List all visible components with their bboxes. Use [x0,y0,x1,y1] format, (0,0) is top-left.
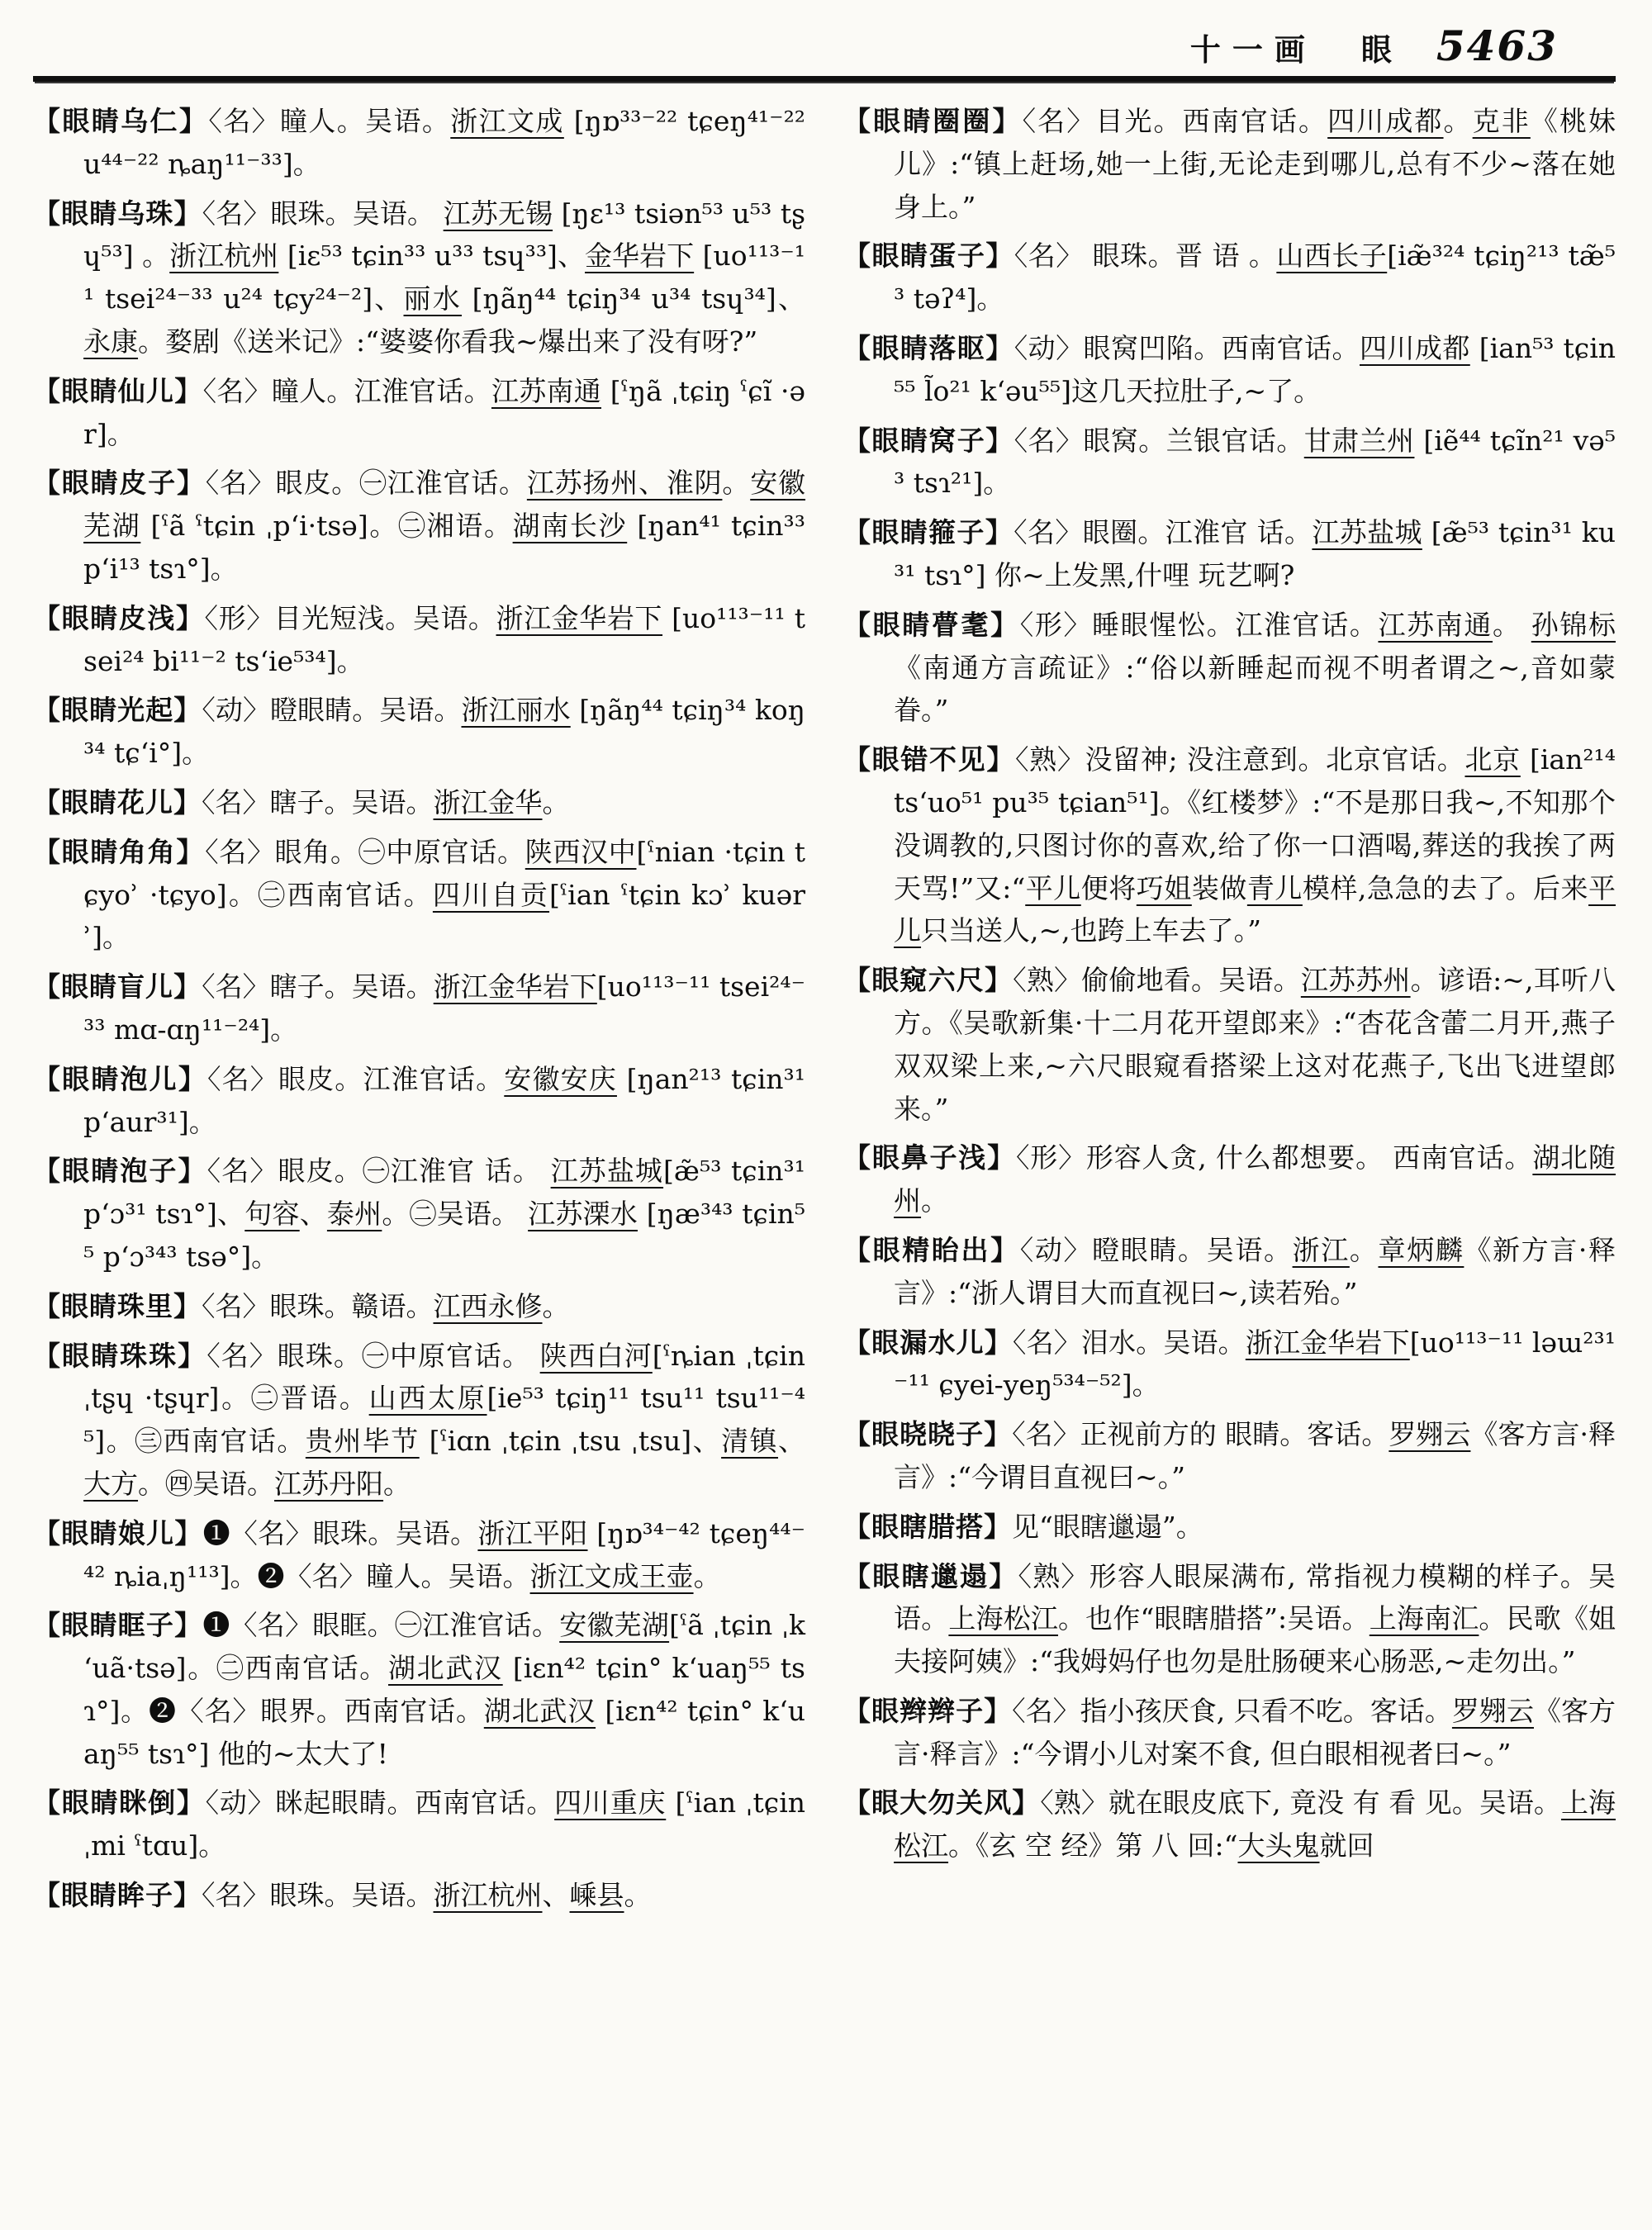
entry [843,327,1616,413]
entry-text: [ˤian ˤtɕin kɔʾ kuərʾ]。 [83,878,805,954]
proper-noun: 四川成都 [1327,105,1444,137]
entry-text: 〈名〉正视前方的 眼睛。客话。 [1012,1418,1389,1451]
proper-noun: 浙江文成王壶 [529,1559,694,1592]
entry-text: 〈名〉目光。西南官话。 [1022,105,1328,137]
entry [33,1512,805,1598]
entry-text: [ˤã ˌtɕin ˌkʻuã·tsə]。㊁西南官话。 [83,1609,806,1685]
entry-headword: 【眼瞎邋遢】 [843,1559,1018,1592]
entry-text: [iæ̃³²⁴ tɕiŋ²¹³ tæ̃⁵³ təʔ⁴]。 [894,240,1616,316]
entry [33,192,805,363]
proper-noun: 贵州毕节 [305,1425,420,1458]
proper-noun: 江苏无锡 [443,197,553,230]
entry-headword: 【眼睛眶子】 [33,1609,203,1642]
entry-text: [ŋɛ¹³ tsiən⁵³ u⁵³ tʂɥ⁵³] 。 [83,197,806,273]
entry [33,462,805,590]
proper-noun: 江苏丹阳 [274,1467,384,1500]
entry-text: [ian²¹⁴ tsʻuo⁵¹ pu³⁵ tɕian⁵¹]。《红楼梦》:“不是那日我~,不知那个没调教的,只图讨你的喜欢,给了你一口酒喝,葬送的我挨了两天骂!”又:“ [894,743,1616,904]
entry-text: [iɛ⁵³ tɕin³³ u³³ tsɥ³³]、 [278,240,585,273]
entry [33,831,805,959]
entry-text: 〈名〉眼皮。㊀江淮官 话。 [206,1155,551,1188]
proper-noun: 青儿 [1246,871,1303,904]
entry-headword: 【眼鼻子浅】 [843,1141,1016,1174]
entry-headword: 【眼睛泡子】 [33,1155,207,1188]
entry-text: 〈动〉眯起眼睛。西南官话。 [205,1786,555,1820]
proper-noun: 浙江金华岩下 [433,970,597,1004]
entry-headword: 【眼睛角角】 [33,835,206,868]
proper-noun: 上海松江 [948,1602,1059,1635]
entry-text: [iẽ⁴⁴ tɕĩn²¹ və⁵³ tsɿ²¹]。 [894,424,1616,500]
entry-text: 〈名〉眼皮。㊀江淮官话。 [205,467,527,500]
header-rule [33,76,1616,82]
proper-noun: 浙江杭州 [433,1879,543,1912]
entry-text: 〈形〉目光短浅。吴语。 [204,601,496,634]
entry-text: 〈名〉 眼珠。晋 语 。 [1014,240,1277,273]
entry [33,1782,805,1867]
entry-text: 〈名〉眼珠。赣语。 [202,1289,434,1322]
entry-text: 〈名〉瞳人。江淮官话。 [202,374,491,407]
proper-noun: 陕西白河 [539,1339,653,1372]
entry-headword: 【眼睛圈圈】 [843,105,1023,137]
page-header [33,21,1616,71]
proper-noun: 浙江杭州 [169,240,279,273]
left-column [33,100,805,1924]
entry-text: 〈名〉眼皮。江淮官话。 [206,1062,505,1095]
entry-text: 《客方言·释言》:“今谓目直视曰~。” [894,1418,1616,1493]
proper-noun: 丽水 [403,282,462,316]
entry-text: [uo¹¹³⁻¹¹ tsei²⁴ bi¹¹⁻² tsʻie⁵³⁴]。 [83,601,806,677]
entry-text: 。 [542,1289,570,1322]
entry-text: 〈名〉眼珠。吴语。 [202,1879,434,1912]
entry-text: 〈名〉瞎子。吴语。 [202,785,434,818]
entry-text: 、 [778,1425,806,1458]
entry-text: [ˤnian ·tɕin tɕyoʾ ·tɕyo]。㊁西南官话。 [83,835,806,911]
entry [843,1136,1616,1222]
proper-noun: 江苏盐城 [1312,516,1422,549]
entry-headword: 【眼睛皮浅】 [33,601,205,634]
entry-text: 模样,急急的去了。后来 [1302,871,1589,904]
proper-noun: 湖南长沙 [512,510,628,543]
entry [843,1229,1616,1315]
entry-text: [ŋan²¹³ tɕin³¹ pʻaur³¹]。 [83,1062,806,1138]
entry-text: [iɛn⁴² tɕin° kʻuaŋ⁵⁵ tsɿ°] 他的~太大了! [83,1694,806,1770]
entry-text: [uo¹¹³⁻¹¹ ləɯ²³¹⁻¹¹ ɕyei-yeŋ⁵³⁴⁻⁵²]。 [894,1326,1616,1402]
entry-headword: 【眼睛珠珠】 [33,1339,207,1372]
entry-text: 。 [1349,1233,1379,1266]
entry-text: 、 [299,1198,327,1231]
entry [33,781,805,824]
entry-text: [ˤian ˌtɕin ˌmi ˤtɑu]。 [83,1786,806,1862]
entry-text: 〈名〉指小孩厌食, 只看不吃。客话。 [1012,1694,1452,1727]
entry-text: ❶〈名〉眼眶。㊀江淮官话。 [202,1609,560,1642]
entry [33,1335,805,1506]
proper-noun: 金华岩下 [585,240,695,273]
entry-headword: 【眼大勿关风】 [843,1786,1041,1820]
proper-noun: 平儿 [1025,871,1081,904]
entry-headword: 【眼睛光起】 [33,694,202,727]
entry-text: 〈名〉瞎子。吴语。 [202,970,434,1004]
proper-noun: 大方 [83,1467,139,1500]
entry-text: 〈动〉瞪眼睛。吴语。 [202,694,462,727]
entry-text: 〈熟〉没留神; 没注意到。北京官话。 [1015,743,1465,776]
entry-text: 、 [542,1879,570,1912]
entry-text: 装做 [1191,871,1247,904]
proper-noun: 江苏扬州、淮阴 [526,467,723,500]
entry [843,959,1616,1130]
proper-noun: 浙江丽水 [461,694,571,727]
entry-text: 就回 [1319,1829,1374,1862]
entry-text: [ˤŋã ˌtɕiŋ ˤɕĩ ·ər]。 [83,374,806,450]
entry-text: 便将 [1080,871,1137,904]
entry-text: ❶〈名〉眼珠。吴语。 [202,1516,478,1549]
entry-text: 〈名〉眼珠。㊀中原官话。 [206,1339,540,1372]
entry-headword: 【眼睛窝子】 [843,424,1014,457]
proper-noun: 浙江金华岩下 [496,601,663,634]
proper-noun: 四川成都 [1359,331,1470,364]
proper-noun: 四川自贡 [432,878,550,911]
entry-headword: 【眼睛仙儿】 [33,374,203,407]
entry-text: [ian⁵³ tɕin⁵⁵ l̃o²¹ kʻəu⁵⁵]这几天拉肚子,~了。 [894,331,1616,407]
entry-text: 。也作“眼瞎腊搭”:吴语。 [1058,1602,1370,1635]
entry-text: [uo¹¹³⁻¹¹ tsei²⁴⁻³³ u²⁴ tɕy²⁴⁻²]、 [83,240,805,316]
entry [33,689,805,775]
stroke-section-label: 十一画 [1189,31,1317,68]
entry [843,511,1616,597]
entry-headword: 【眼睛眯倒】 [33,1786,206,1820]
entry [33,597,805,683]
entry-text: [ŋãŋ⁴⁴ tɕiŋ³⁴ koŋ³⁴ tɕʻi°]。 [83,694,806,770]
entry [33,100,805,186]
entry-headword: 【眼睛花儿】 [33,785,202,818]
proper-noun: 句容 [244,1198,300,1231]
entry-text: 《南通方言疏证》:“俗以新睡起而视不明者谓之~,音如蒙眷。” [894,651,1616,727]
entry [843,604,1616,732]
entry-text: 〈名〉眼圈。江淮官 话。 [1014,516,1313,549]
entry [33,1874,805,1917]
proper-noun: 清镇 [721,1425,779,1458]
right-column [843,100,1616,1924]
proper-noun: 甘肃兰州 [1303,424,1415,457]
proper-noun: 江苏南通 [1378,608,1493,641]
entry-text: 。民歌《姐夫接阿姨》:“我姆妈仔也勿是肚肠硬来心肠恶,~走勿出。” [894,1602,1616,1678]
proper-noun: 湖北武汉 [387,1652,503,1685]
text-columns [33,100,1616,1924]
proper-noun: 孙锦标 [1531,608,1616,641]
entry-headword: 【眼睛蛋子】 [843,240,1014,273]
entry [843,1413,1616,1499]
proper-noun: 上海南汇 [1369,1602,1479,1635]
entry-headword: 【眼晓晓子】 [843,1418,1013,1451]
entry-text: 。㊁吴语。 [382,1198,529,1231]
proper-noun: 泰州 [326,1198,382,1231]
entry-headword: 【眼睛乌仁】 [33,105,209,137]
entry-headword: 【眼漏水儿】 [843,1326,1013,1359]
entry-text: [uo¹¹³⁻¹¹ tsei²⁴⁻³³ mɑ-ɑŋ¹¹⁻²⁴]。 [83,970,805,1046]
proper-noun: 江苏盐城 [550,1155,664,1188]
entry-text: 〈名〉眼窝。兰银官话。 [1014,424,1304,457]
entry-headword: 【眼睛乌珠】 [33,197,202,230]
entry [33,1604,805,1775]
entry-headword: 【眼辫辫子】 [843,1694,1013,1727]
entry-text: 。谚语:~,耳听八方。《吴歌新集·十二月花开望郎来》:“杏花含蕾二月开,燕子双双梁上来,~六尺眼窥看搭梁上这对花燕子,飞出飞进望郎来。” [894,964,1616,1125]
entry [843,1782,1616,1867]
entry-headword: 【眼睛泡儿】 [33,1062,207,1095]
proper-noun: 大头鬼 [1237,1829,1320,1862]
proper-noun: 山西长子 [1276,240,1388,273]
entry [843,1555,1616,1683]
entry-text: 〈熟〉形容人眼屎满布, 常指视力模糊的样子。吴语。 [894,1559,1616,1635]
head-character: 眼 [1360,31,1392,68]
entry-text: 见“眼瞎邋遢”。 [1012,1510,1203,1543]
entry-headword: 【眼精眙出】 [843,1233,1020,1266]
entry-text: [ˤã ˤtɕin ˌpʻi·tsə]。㊁湘语。 [140,510,513,543]
entry-text: [ŋɒ³³⁻²² tɕeŋ⁴¹⁻²² u⁴⁴⁻²² ȵaŋ¹¹⁻³³]。 [83,105,806,180]
entry [33,370,805,456]
proper-noun: 江西永修 [433,1289,543,1322]
proper-noun: 浙江文成 [450,105,564,137]
entry [33,1058,805,1144]
entry-text: 〈熟〉偷偷地看。吴语。 [1013,964,1301,997]
entry-text: [æ̃⁵³ tɕin³¹ ku³¹ tsɿ°] 你~上发黑,什哩 玩艺啊? [894,516,1616,591]
entry-text: 〈动〉眼窝凹陷。西南官话。 [1014,331,1360,364]
entry [33,1285,805,1328]
entry-text: [ˤiɑn ˌtɕin ˌtsu ˌtsu]、 [419,1425,722,1458]
entry-text: 《桃妹儿》:“镇上赶场,她一上街,无论走到哪儿,总有不少~落在她身上。” [894,105,1616,223]
entry-text: 。 [542,785,570,818]
entry-text: 。 [693,1559,721,1592]
entry-text: [iɛn⁴² tɕin° kʻuaŋ⁵⁵ tsɿ°]。❷〈名〉眼界。西南官话。 [83,1652,805,1727]
entry-text: [ŋɒ³⁴⁻⁴² tɕeŋ⁴⁴⁻⁴² ȵiaˌŋ¹¹³]。❷〈名〉瞳人。吴语。 [83,1516,806,1592]
entry-text: [ŋãŋ⁴⁴ tɕiŋ³⁴ u³⁴ tsɥ³⁴]、 [461,282,806,316]
entry [843,420,1616,505]
entry-text: [ŋan⁴¹ tɕin³³ pʻi¹³ tsɿ°]。 [83,510,805,585]
entry-text: 〈熟〉就在眼皮底下, 竟没 有 看 见。吴语。 [1040,1786,1561,1820]
page-number: 5463 [1436,21,1558,70]
entry-headword: 【眼睛皮子】 [33,467,206,500]
entry [33,1150,805,1278]
proper-noun: 罗翙云 [1389,1418,1471,1451]
entry [843,235,1616,320]
entry-text: [ie⁵³ tɕiŋ¹¹ tsu¹¹ tsu¹¹⁻⁴⁵]。㊂西南官话。 [83,1382,805,1458]
entry [843,1506,1616,1549]
entry [843,1321,1616,1407]
entry-text: 〈名〉泪水。吴语。 [1012,1326,1246,1359]
entry-headword: 【眼睛瞢耄】 [843,608,1020,641]
entry-text: 《新方言·释言》:“浙人谓目大而直视曰~,读若殆。” [894,1233,1616,1309]
entry-headword: 【眼错不见】 [843,743,1016,776]
proper-noun: 江苏溧水 [528,1198,638,1231]
proper-noun: 浙江平阳 [477,1516,588,1549]
proper-noun: 湖北随州 [894,1141,1616,1217]
proper-noun: 嵊县 [569,1879,624,1912]
entry-text: 《客方言·释言》:“今谓小儿对案不食, 但白眼相视者曰~。” [894,1694,1616,1770]
entry-text: 。 [722,467,751,500]
entry-text: 〈名〉眼珠。吴语。 [202,197,444,230]
proper-noun: 四川重庆 [554,1786,667,1820]
entry-text: 〈动〉瞪眼睛。吴语。 [1019,1233,1293,1266]
entry-text: [æ̃⁵³ tɕin³¹ pʻɔ³¹ tsɿ°]、 [83,1155,806,1231]
proper-noun: 安徽安庆 [504,1062,617,1095]
entry-text: 。 [383,1467,411,1500]
entry-text: 。 [1493,608,1531,641]
proper-noun: 永康 [83,325,139,358]
proper-noun: 罗翙云 [1451,1694,1534,1727]
proper-noun: 安徽芜湖 [83,467,806,543]
proper-noun: 浙江金华 [433,785,543,818]
entry-text: 只当送人,~,也跨上车去了。” [921,914,1262,947]
entry-text: 。《玄 空 经》第 八 回:“ [948,1829,1238,1862]
proper-noun: 湖北武汉 [483,1694,596,1727]
proper-noun: 江苏南通 [491,374,601,407]
entry [843,1690,1616,1776]
proper-noun: 克非 [1472,105,1531,137]
entry-text: 。 [624,1879,652,1912]
entry-headword: 【眼瞎腊搭】 [843,1510,1012,1543]
entry-text: 〈形〉睡眼惺忪。江淮官话。 [1019,608,1379,641]
entry-text: [ŋæ³⁴³ tɕin⁵⁵ pʻɔ³⁴³ tsə°]。 [83,1198,806,1273]
proper-noun: 陕西汉中 [525,835,637,868]
entry-headword: 【眼睛娘儿】 [33,1516,203,1549]
entry-text: 〈形〉形容人贪, 什么都想要。 西南官话。 [1015,1141,1533,1174]
entry-headword: 【眼睛箍子】 [843,516,1014,549]
entry-headword: 【眼睛珠里】 [33,1289,202,1322]
entry-text: 〈名〉眼角。㊀中原官话。 [205,835,525,868]
entry-text: [ˤȵian ˌtɕin ˌtʂɥ ·tʂɥr]。㊁晋语。 [83,1339,805,1415]
entry-text: 。婺剧《送米记》:“婆婆你看我~爆出来了没有呀?” [138,325,758,358]
proper-noun: 山西太原 [368,1382,487,1415]
proper-noun: 浙江金华岩下 [1245,1326,1410,1359]
proper-noun: 上海松江 [894,1786,1616,1862]
proper-noun: 浙江 [1292,1233,1350,1266]
proper-noun: 巧姐 [1136,871,1192,904]
proper-noun: 章炳麟 [1378,1233,1464,1266]
entry-headword: 【眼窥六尺】 [843,964,1014,997]
entry [843,738,1616,952]
entry-headword: 【眼睛落眍】 [843,331,1014,364]
entry-headword: 【眼睛盲儿】 [33,970,202,1004]
entry-text: 。 [921,1184,949,1217]
proper-noun: 北京 [1464,743,1521,776]
entry-text: 。 [1443,105,1473,137]
proper-noun: 平儿 [894,871,1616,947]
entry-text: 。㊃吴语。 [138,1467,275,1500]
proper-noun: 安徽芜湖 [559,1609,670,1642]
entry-text: 〈名〉瞳人。吴语。 [208,105,451,137]
entry [33,966,805,1051]
entry-headword: 【眼睛眸子】 [33,1879,202,1912]
proper-noun: 江苏苏州 [1300,964,1411,997]
entry [843,100,1616,228]
